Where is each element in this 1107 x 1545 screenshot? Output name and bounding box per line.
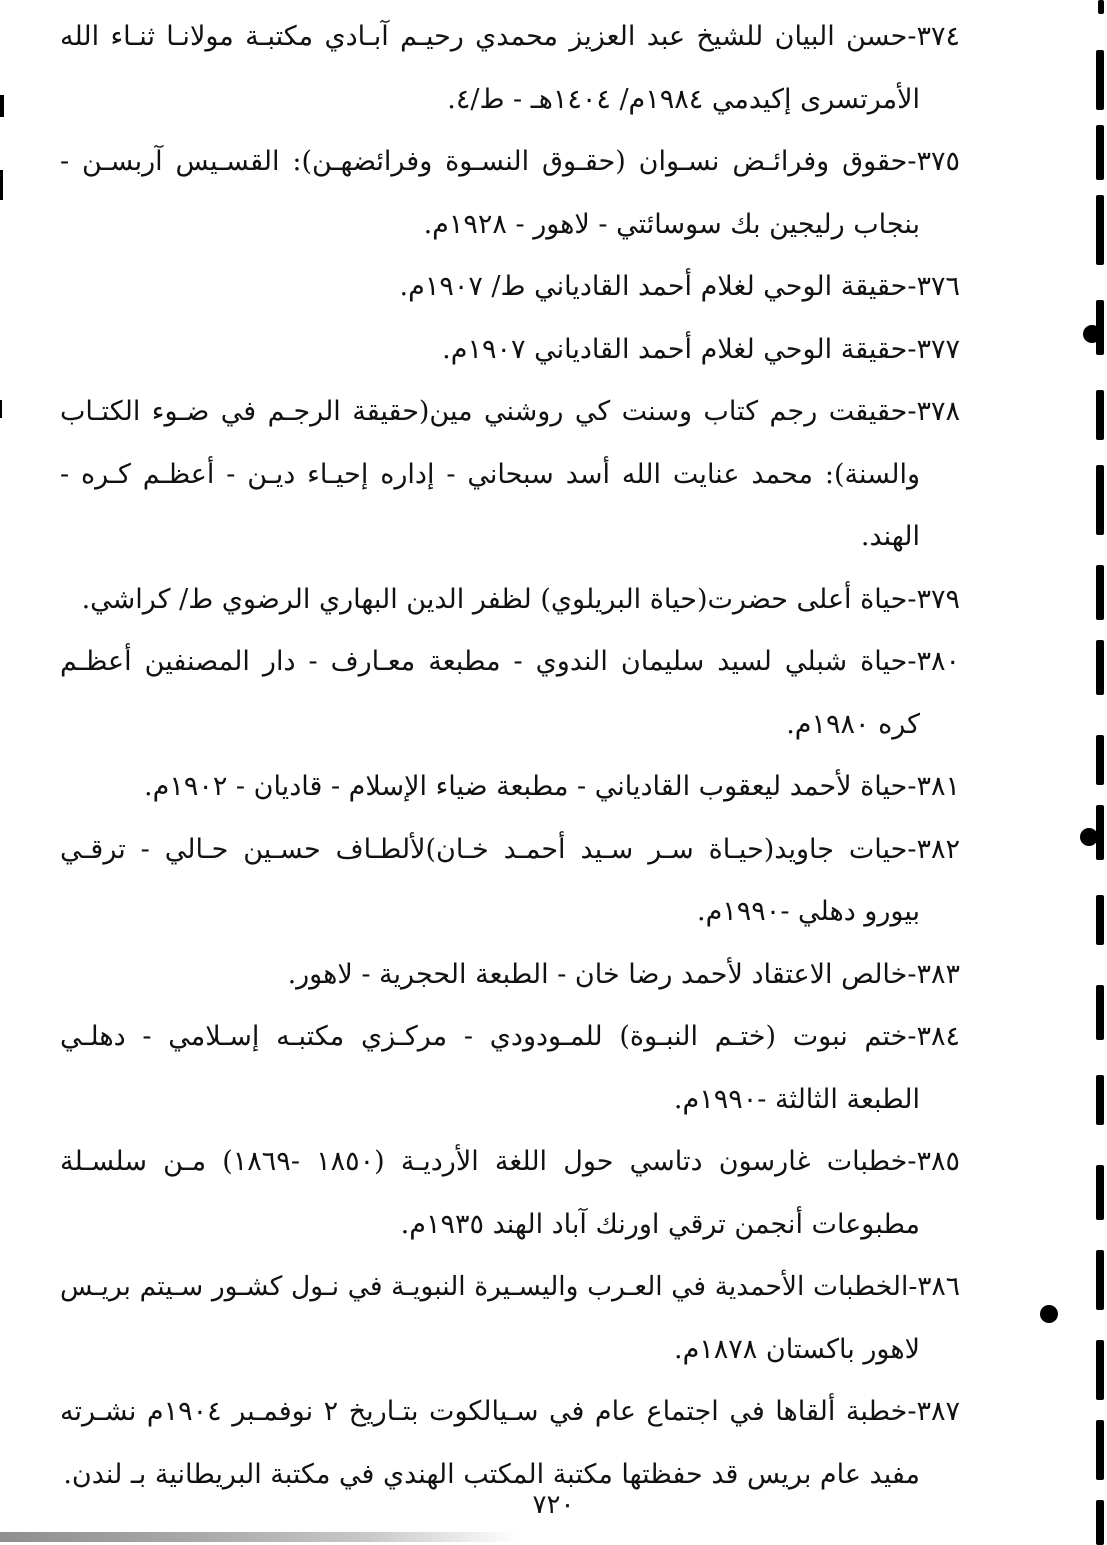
entry-line: ٣٧٥-حقوق وفرائـض نسـوان (حقـوق النسـوة وفرائضهـن): القسـيس آربسـن - bbox=[60, 146, 960, 177]
entry-continuation-line: مطبوعات أنجمن ترقي اورنك آباد الهند ١٩٣٥م. bbox=[400, 1208, 920, 1240]
entry-line: ٣٧٤-حسن البيان للشيخ عبد العزيز محمدي رحيـم آبـادي مكتبـة مولانـا ثنـاء الله bbox=[60, 21, 960, 52]
binding-mark bbox=[1096, 895, 1104, 945]
bibliography-entry bbox=[60, 756, 960, 819]
entry-line: ٣٧٨-حقيقت رجم كتاب وسنت كي روشني مين(حقيقة الرجـم في ضـوء الكتـاب bbox=[60, 396, 960, 427]
entry-continuation-line: كره ١٩٨٠م. bbox=[786, 708, 920, 740]
binding-mark bbox=[1096, 735, 1104, 785]
binding-mark bbox=[1096, 125, 1104, 180]
entry-line: ٣٨٥-خطبات غارسون دتاسي حول اللغة الأرديـة (١٨٥٠ -١٨٦٩) مـن سلسـلة bbox=[60, 1146, 960, 1177]
bibliography-entry bbox=[60, 1381, 960, 1506]
bibliography-entry bbox=[60, 319, 960, 382]
entry-continuation-line: مفيد عام بريس قد حفظتها مكتبة المكتب الهندي في مكتبة البريطانية بـ لندن. bbox=[63, 1458, 920, 1490]
bibliography-entry bbox=[60, 381, 960, 569]
binding-mark bbox=[1096, 1250, 1104, 1310]
entry-line: ٣٨٢-حيات جاويد(حيـاة سـر سـيد أحمـد خـان)لألطـاف حسـين حـالي - ترقـي bbox=[60, 833, 960, 865]
bibliography-entry bbox=[60, 1006, 960, 1131]
entry-line: ٣٨٦-الخطبات الأحمدية في العـرب واليسـيرة النبويـة في نـول كشـور سـيتم بريـس bbox=[60, 1271, 960, 1302]
entry-line: ٣٨٧-خطبة ألقاها في اجتماع عام في سـيالكوت بتـاريخ ٢ نوفمـبر ١٩٠٤م نشـرته bbox=[60, 1396, 960, 1427]
bibliography-list bbox=[60, 6, 960, 1506]
bibliography-entry bbox=[60, 256, 960, 319]
entry-continuation-line: الهند. bbox=[860, 521, 920, 552]
binding-mark bbox=[1096, 1165, 1104, 1220]
binding-mark bbox=[1096, 985, 1104, 1040]
entry-line: ٣٨٣-خالص الاعتقاد لأحمد رضا خان - الطبعة الحجرية - لاهور. bbox=[287, 958, 960, 990]
entry-line: ٣٨٤-ختم نبوت (ختـم النبـوة) للمـودودي - مركـزي مكتبـه إسـلامي - دهلـي bbox=[60, 1021, 960, 1052]
binding-mark bbox=[1096, 565, 1104, 620]
binding-mark bbox=[1096, 195, 1104, 265]
entry-line: ٣٧٩-حياة أعلى حضرت(حياة البريلوي) لظفر الدين البهاري الرضوي ط/ كراشي. bbox=[81, 583, 960, 615]
entry-line: ٣٧٧-حقيقة الوحي لغلام أحمد القادياني ١٩٠٧م. bbox=[442, 333, 960, 365]
scan-speck bbox=[0, 400, 2, 418]
binding-mark bbox=[1096, 50, 1104, 110]
entry-continuation-line: والسنة): محمد عنايت الله أسد سبحاني - إداره إحيـاء ديـن - أعظـم كـره - bbox=[60, 458, 920, 490]
page-number: ٧٢٠ bbox=[532, 1490, 575, 1520]
bibliography-entry bbox=[60, 131, 960, 256]
entry-line: ٣٨١-حياة لأحمد ليعقوب القادياني - مطبعة ضياء الإسلام - قاديان - ١٩٠٢م. bbox=[144, 771, 960, 802]
entry-continuation-line: بنجاب رليجين بك سوسائتي - لاهور - ١٩٢٨م. bbox=[423, 208, 920, 240]
binding-mark bbox=[1096, 640, 1104, 695]
binding-mark bbox=[1096, 1420, 1104, 1480]
bibliography-entry bbox=[60, 6, 960, 131]
punch-hole-dot bbox=[1080, 828, 1098, 846]
binding-mark bbox=[1096, 1075, 1104, 1125]
bibliography-entry bbox=[60, 1131, 960, 1256]
entry-continuation-line: الأمرتسرى إكيدمي ١٩٨٤م/ ١٤٠٤هـ - ط/٤. bbox=[447, 83, 920, 115]
punch-hole-dot bbox=[1083, 325, 1101, 343]
entry-continuation-line: لاهور باكستان ١٨٧٨م. bbox=[673, 1333, 920, 1365]
bibliography-entry bbox=[60, 819, 960, 944]
binding-mark bbox=[1098, 0, 1104, 14]
scan-speck bbox=[0, 95, 4, 117]
binding-mark bbox=[1096, 390, 1104, 440]
bibliography-entry bbox=[60, 569, 960, 632]
entry-line: ٣٨٠-حياة شبلي لسيد سليمان الندوي - مطبعة معـارف - دار المصنفين أعظـم bbox=[60, 646, 960, 677]
binding-mark bbox=[1096, 1340, 1104, 1400]
binding-mark bbox=[1096, 465, 1104, 535]
binding-mark bbox=[1096, 1500, 1104, 1545]
entry-line: ٣٧٦-حقيقة الوحي لغلام أحمد القادياني ط/ ١٩٠٧م. bbox=[399, 271, 960, 302]
scan-edge-strip bbox=[0, 1532, 520, 1542]
bibliography-entry bbox=[60, 1256, 960, 1381]
entry-continuation-line: الطبعة الثالثة -١٩٩٠م. bbox=[673, 1083, 920, 1115]
punch-hole-dot bbox=[1040, 1305, 1058, 1323]
entry-continuation-line: بيورو دهلي -١٩٩٠م. bbox=[696, 896, 920, 927]
scan-speck bbox=[0, 170, 3, 200]
bibliography-entry bbox=[60, 631, 960, 756]
bibliography-entry bbox=[60, 944, 960, 1007]
